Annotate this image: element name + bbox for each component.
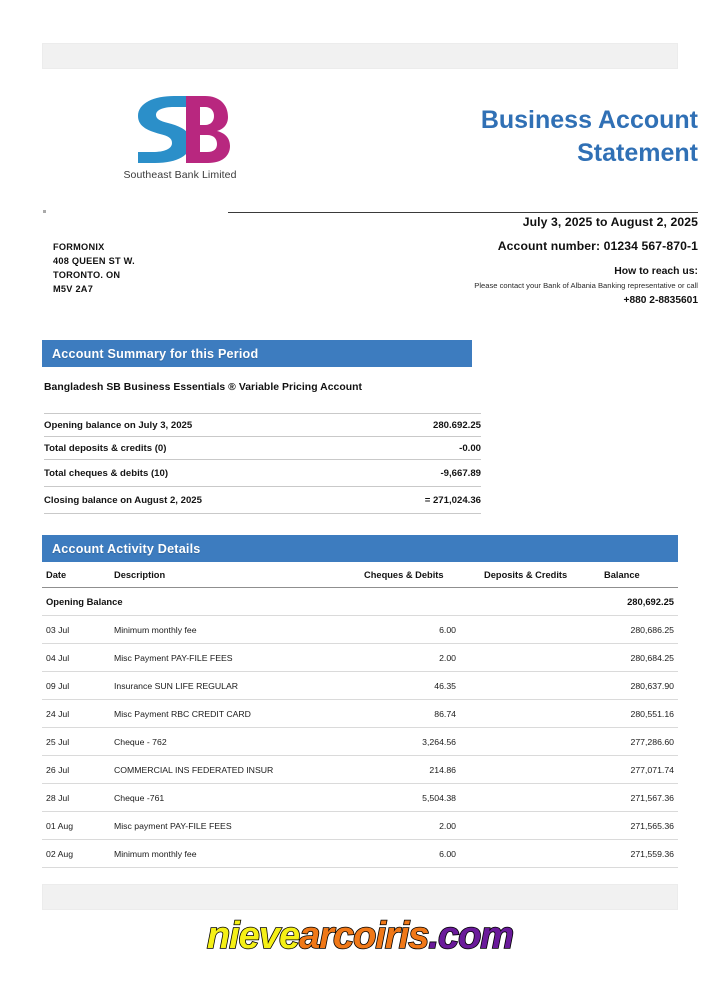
cell-balance: 277,286.60 bbox=[604, 728, 678, 756]
cell-description: Cheque - 762 bbox=[114, 728, 364, 756]
cell-description: Misc payment PAY-FILE FEES bbox=[114, 812, 364, 840]
summary-label: Total deposits & credits (0) bbox=[44, 437, 366, 460]
watermark-part-2: arcoiris bbox=[299, 915, 429, 957]
cell-balance: 277,071.74 bbox=[604, 756, 678, 784]
cell-description: Minimum monthly fee bbox=[114, 616, 364, 644]
bottom-gray-band bbox=[42, 884, 678, 910]
account-activity-title: Account Activity Details bbox=[52, 541, 201, 556]
cell-debit: 2.00 bbox=[364, 812, 484, 840]
opening-balance-row bbox=[42, 588, 678, 616]
cell-debit: 2.00 bbox=[364, 644, 484, 672]
cell-debit: 5,504.38 bbox=[364, 784, 484, 812]
cell-credit bbox=[484, 616, 604, 644]
cell-credit bbox=[484, 756, 604, 784]
opening-balance-debit bbox=[364, 588, 484, 616]
summary-row-debits bbox=[44, 460, 481, 487]
cell-debit: 86.74 bbox=[364, 700, 484, 728]
column-header-debits: Cheques & Debits bbox=[364, 566, 484, 588]
column-header-date: Date bbox=[42, 566, 114, 588]
cell-debit: 6.00 bbox=[364, 616, 484, 644]
scan-artifact bbox=[43, 210, 46, 213]
cell-description: COMMERCIAL INS FEDERATED INSUR bbox=[114, 756, 364, 784]
cell-description: Insurance SUN LIFE REGULAR bbox=[114, 672, 364, 700]
addressee-postal: M5V 2A7 bbox=[53, 283, 94, 294]
column-header-credits: Deposits & Credits bbox=[484, 566, 604, 588]
cell-balance: 271,565.36 bbox=[604, 812, 678, 840]
account-summary-table bbox=[44, 413, 481, 514]
cell-balance: 271,559.36 bbox=[604, 840, 678, 868]
table-row bbox=[42, 728, 678, 756]
cell-date: 02 Aug bbox=[42, 840, 114, 868]
cell-date: 04 Jul bbox=[42, 644, 114, 672]
cell-credit bbox=[484, 672, 604, 700]
summary-amount: 280.692.25 bbox=[366, 414, 481, 437]
table-header-row bbox=[42, 566, 678, 588]
cell-credit bbox=[484, 728, 604, 756]
cell-debit: 6.00 bbox=[364, 840, 484, 868]
contact-instructions: Please contact your Bank of Albania Banking representative or call bbox=[474, 281, 698, 290]
table-row bbox=[42, 756, 678, 784]
cell-balance: 280,686.25 bbox=[604, 616, 678, 644]
summary-row-deposits bbox=[44, 437, 481, 460]
cell-date: 28 Jul bbox=[42, 784, 114, 812]
summary-label: Opening balance on July 3, 2025 bbox=[44, 414, 366, 437]
cell-credit bbox=[484, 700, 604, 728]
opening-balance-label: Opening Balance bbox=[42, 588, 364, 616]
summary-label: Closing balance on August 2, 2025 bbox=[44, 487, 366, 514]
table-row bbox=[42, 840, 678, 868]
watermark-part-3: .com bbox=[428, 915, 514, 957]
addressee-name: FORMONIX bbox=[53, 242, 105, 252]
addressee-street: 408 QUEEN ST W. bbox=[53, 255, 135, 266]
cell-date: 01 Aug bbox=[42, 812, 114, 840]
cell-description: Misc Payment PAY-FILE FEES bbox=[114, 644, 364, 672]
account-summary-header bbox=[42, 340, 472, 367]
cell-debit: 3,264.56 bbox=[364, 728, 484, 756]
account-activity-table bbox=[42, 566, 678, 868]
column-header-description: Description bbox=[114, 566, 364, 588]
product-name: Bangladesh SB Business Essentials ® Variable Pricing Account bbox=[44, 382, 363, 393]
cell-credit bbox=[484, 840, 604, 868]
statement-period: July 3, 2025 to August 2, 2025 bbox=[522, 215, 698, 229]
summary-amount: -9,667.89 bbox=[366, 460, 481, 487]
opening-balance-credit bbox=[484, 588, 604, 616]
account-activity-header bbox=[42, 535, 678, 562]
top-gray-band bbox=[42, 43, 678, 69]
watermark bbox=[0, 915, 720, 958]
table-row bbox=[42, 700, 678, 728]
bank-name: Southeast Bank Limited bbox=[123, 169, 237, 181]
column-header-balance: Balance bbox=[604, 566, 678, 588]
cell-credit bbox=[484, 784, 604, 812]
contact-phone: +880 2-8835601 bbox=[623, 295, 698, 306]
cell-balance: 280,551.16 bbox=[604, 700, 678, 728]
summary-row-opening bbox=[44, 414, 481, 437]
cell-balance: 280,684.25 bbox=[604, 644, 678, 672]
table-row bbox=[42, 672, 678, 700]
cell-balance: 271,567.36 bbox=[604, 784, 678, 812]
table-row bbox=[42, 644, 678, 672]
cell-date: 26 Jul bbox=[42, 756, 114, 784]
summary-amount: = 271,024.36 bbox=[366, 487, 481, 514]
activity-rows bbox=[42, 588, 678, 868]
cell-date: 09 Jul bbox=[42, 672, 114, 700]
table-row bbox=[42, 812, 678, 840]
cell-date: 03 Jul bbox=[42, 616, 114, 644]
contact-heading: How to reach us: bbox=[614, 266, 698, 277]
cell-credit bbox=[484, 644, 604, 672]
cell-description: Misc Payment RBC CREDIT CARD bbox=[114, 700, 364, 728]
sb-monogram-logo-icon bbox=[128, 92, 232, 166]
page-title-line-2: Statement bbox=[577, 139, 698, 167]
cell-balance: 280,637.90 bbox=[604, 672, 678, 700]
summary-amount: -0.00 bbox=[366, 437, 481, 460]
cell-description: Minimum monthly fee bbox=[114, 840, 364, 868]
page-title bbox=[258, 104, 698, 170]
addressee-block bbox=[53, 241, 135, 297]
watermark-part-1: nieve bbox=[206, 915, 300, 957]
header-divider bbox=[228, 212, 698, 213]
account-summary-title: Account Summary for this Period bbox=[52, 346, 259, 361]
opening-balance-amount: 280,692.25 bbox=[604, 588, 678, 616]
cell-debit: 214.86 bbox=[364, 756, 484, 784]
cell-debit: 46.35 bbox=[364, 672, 484, 700]
cell-description: Cheque -761 bbox=[114, 784, 364, 812]
summary-label: Total cheques & debits (10) bbox=[44, 460, 366, 487]
cell-date: 25 Jul bbox=[42, 728, 114, 756]
table-row bbox=[42, 784, 678, 812]
cell-credit bbox=[484, 812, 604, 840]
summary-row-closing bbox=[44, 487, 481, 514]
addressee-city: TORONTO. ON bbox=[53, 269, 121, 280]
table-row bbox=[42, 616, 678, 644]
account-number: Account number: 01234 567-870-1 bbox=[497, 239, 698, 253]
cell-date: 24 Jul bbox=[42, 700, 114, 728]
page-title-line-1: Business Account bbox=[480, 106, 698, 134]
